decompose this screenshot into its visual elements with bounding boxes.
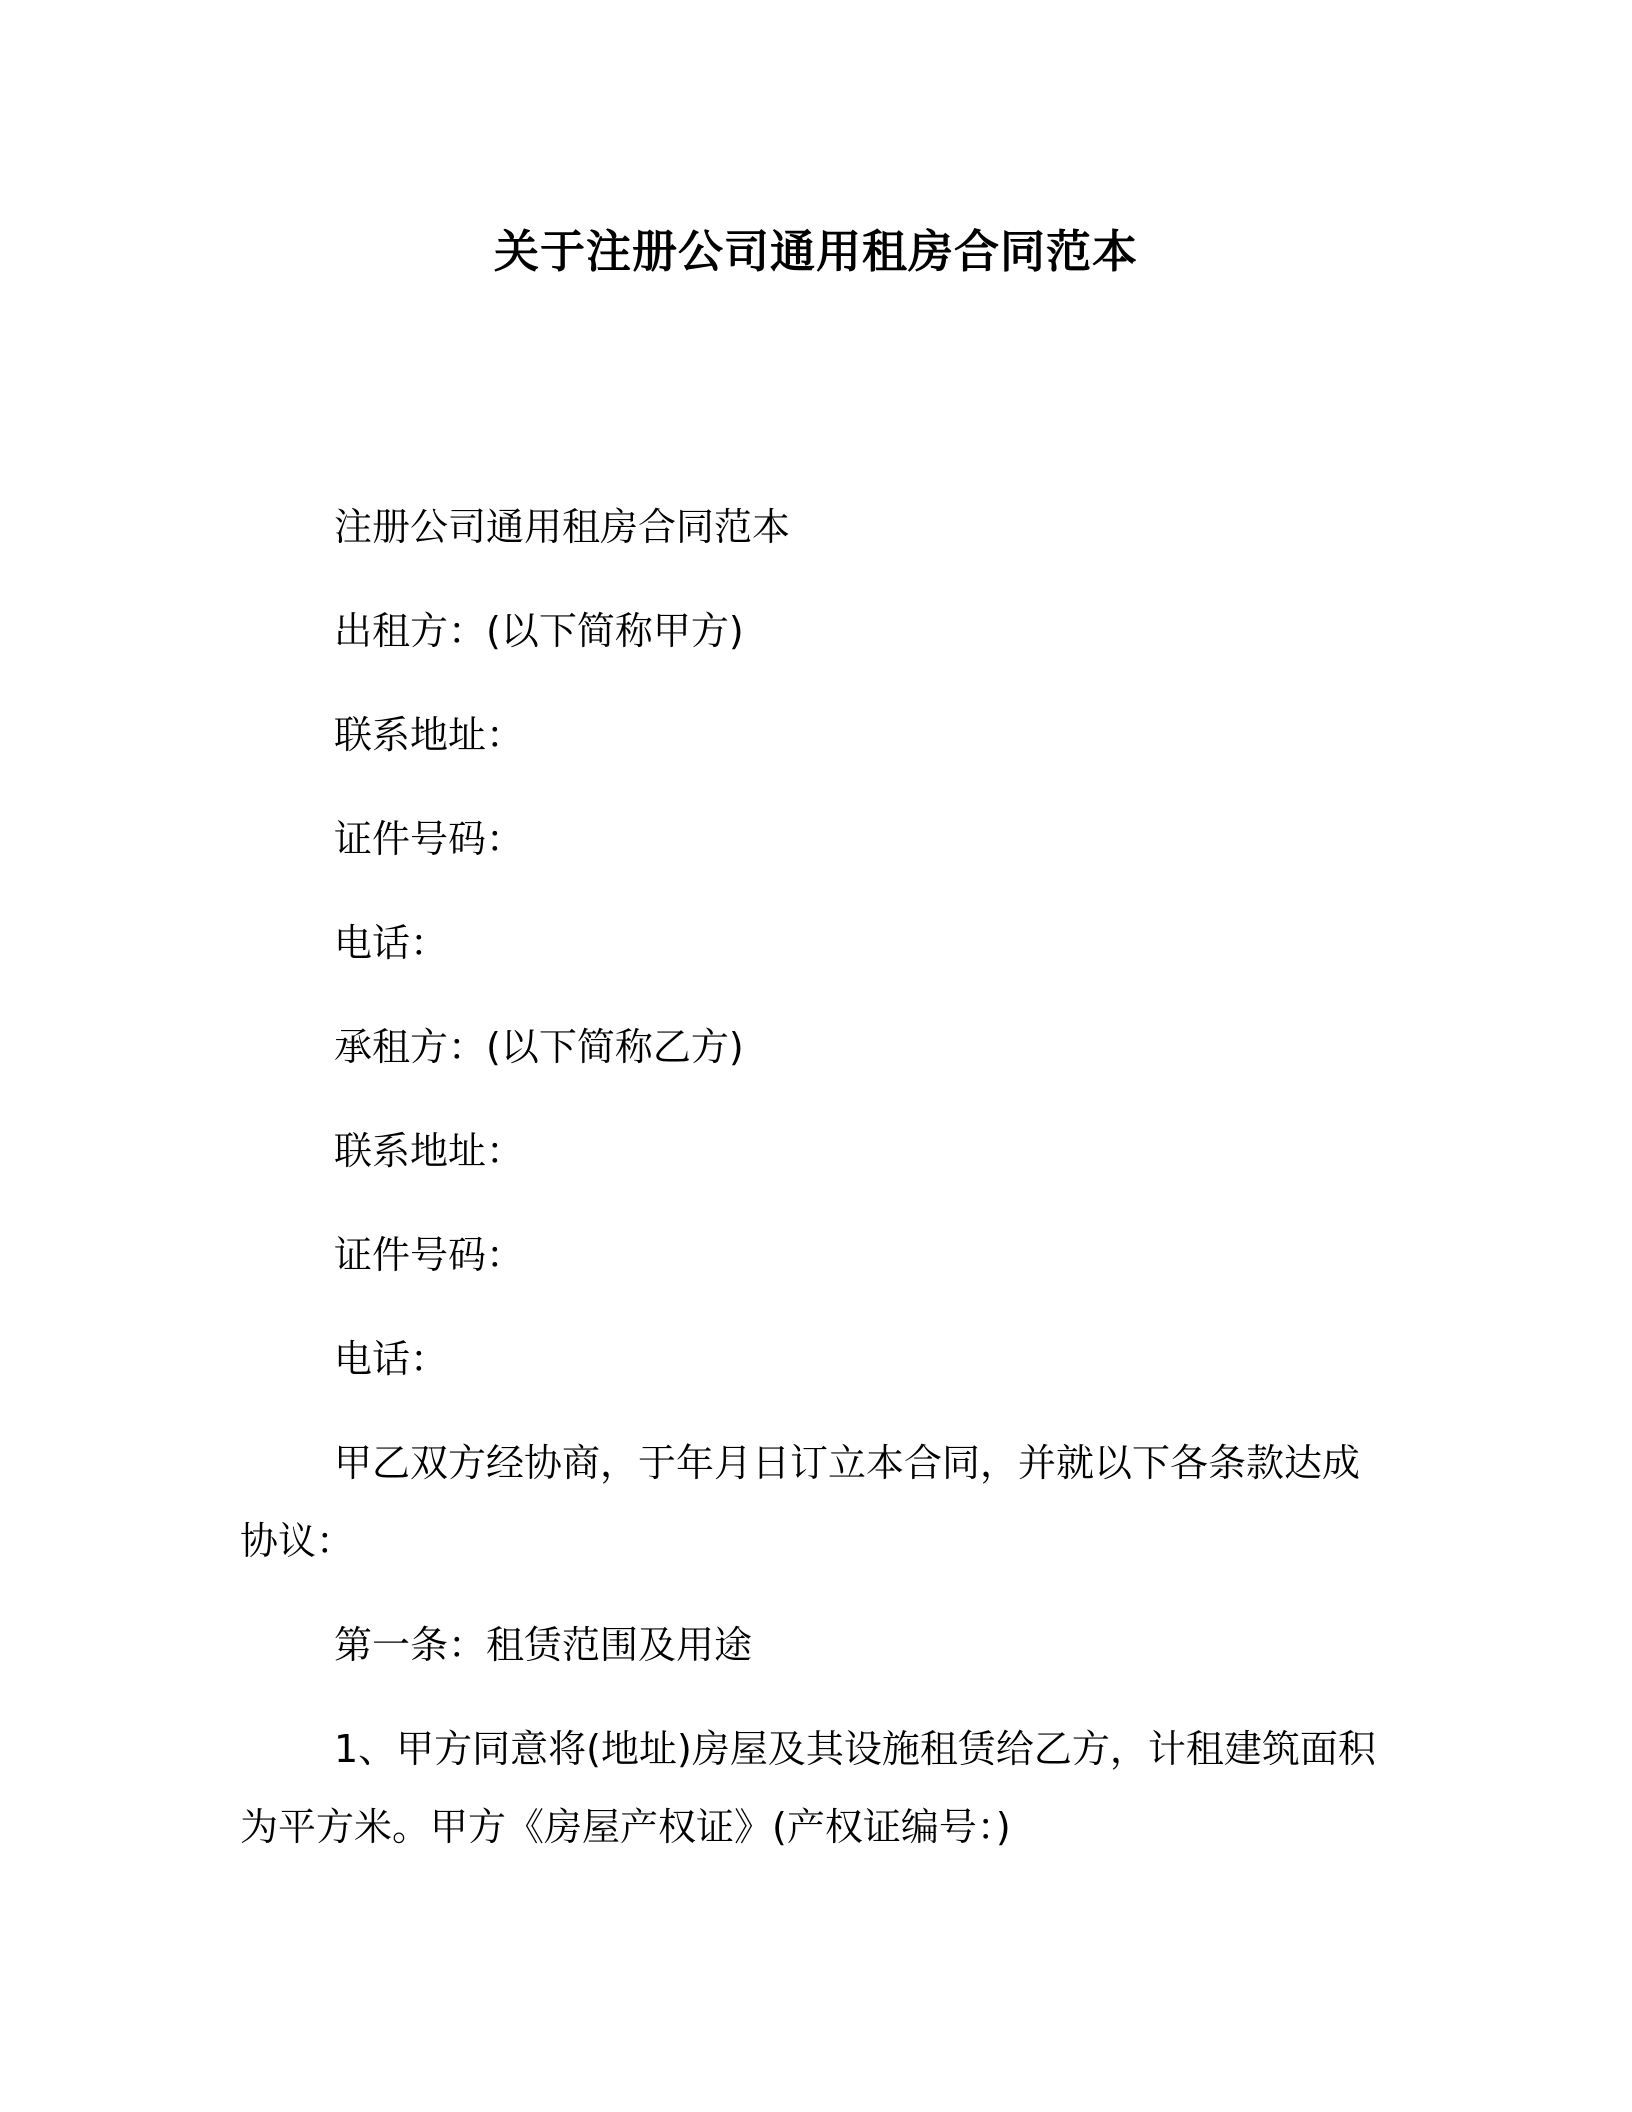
paragraph-lessee: 承租方：(以下简称乙方) bbox=[334, 1025, 744, 1069]
document-title: 关于注册公司通用租房合同范本 bbox=[493, 225, 1138, 278]
paragraph-lessee-phone: 电话： bbox=[334, 1337, 449, 1381]
paragraph-lessee-id-number: 证件号码： bbox=[334, 1233, 525, 1277]
paragraph-lessor-address: 联系地址： bbox=[334, 713, 525, 757]
paragraph-article-one-heading: 第一条：租赁范围及用途 bbox=[334, 1623, 753, 1667]
paragraph-lessee-address: 联系地址： bbox=[334, 1129, 525, 1173]
paragraph-article-one-clause-1: 1、甲方同意将(地址)房屋及其设施租赁给乙方，计租建筑面积为平方米。甲方《房屋产权证》(产权证编号：) bbox=[240, 1727, 1376, 1849]
paragraph-lessor: 出租方：(以下简称甲方) bbox=[334, 609, 744, 653]
paragraph-lessor-id-number: 证件号码： bbox=[334, 817, 525, 861]
paragraph-subtitle: 注册公司通用租房合同范本 bbox=[334, 505, 791, 549]
document-body bbox=[240, 488, 1390, 1892]
paragraph-lessor-phone: 电话： bbox=[334, 921, 449, 965]
paragraph-agreement: 甲乙双方经协商，于年月日订立本合同，并就以下各条款达成协议： bbox=[240, 1441, 1361, 1563]
